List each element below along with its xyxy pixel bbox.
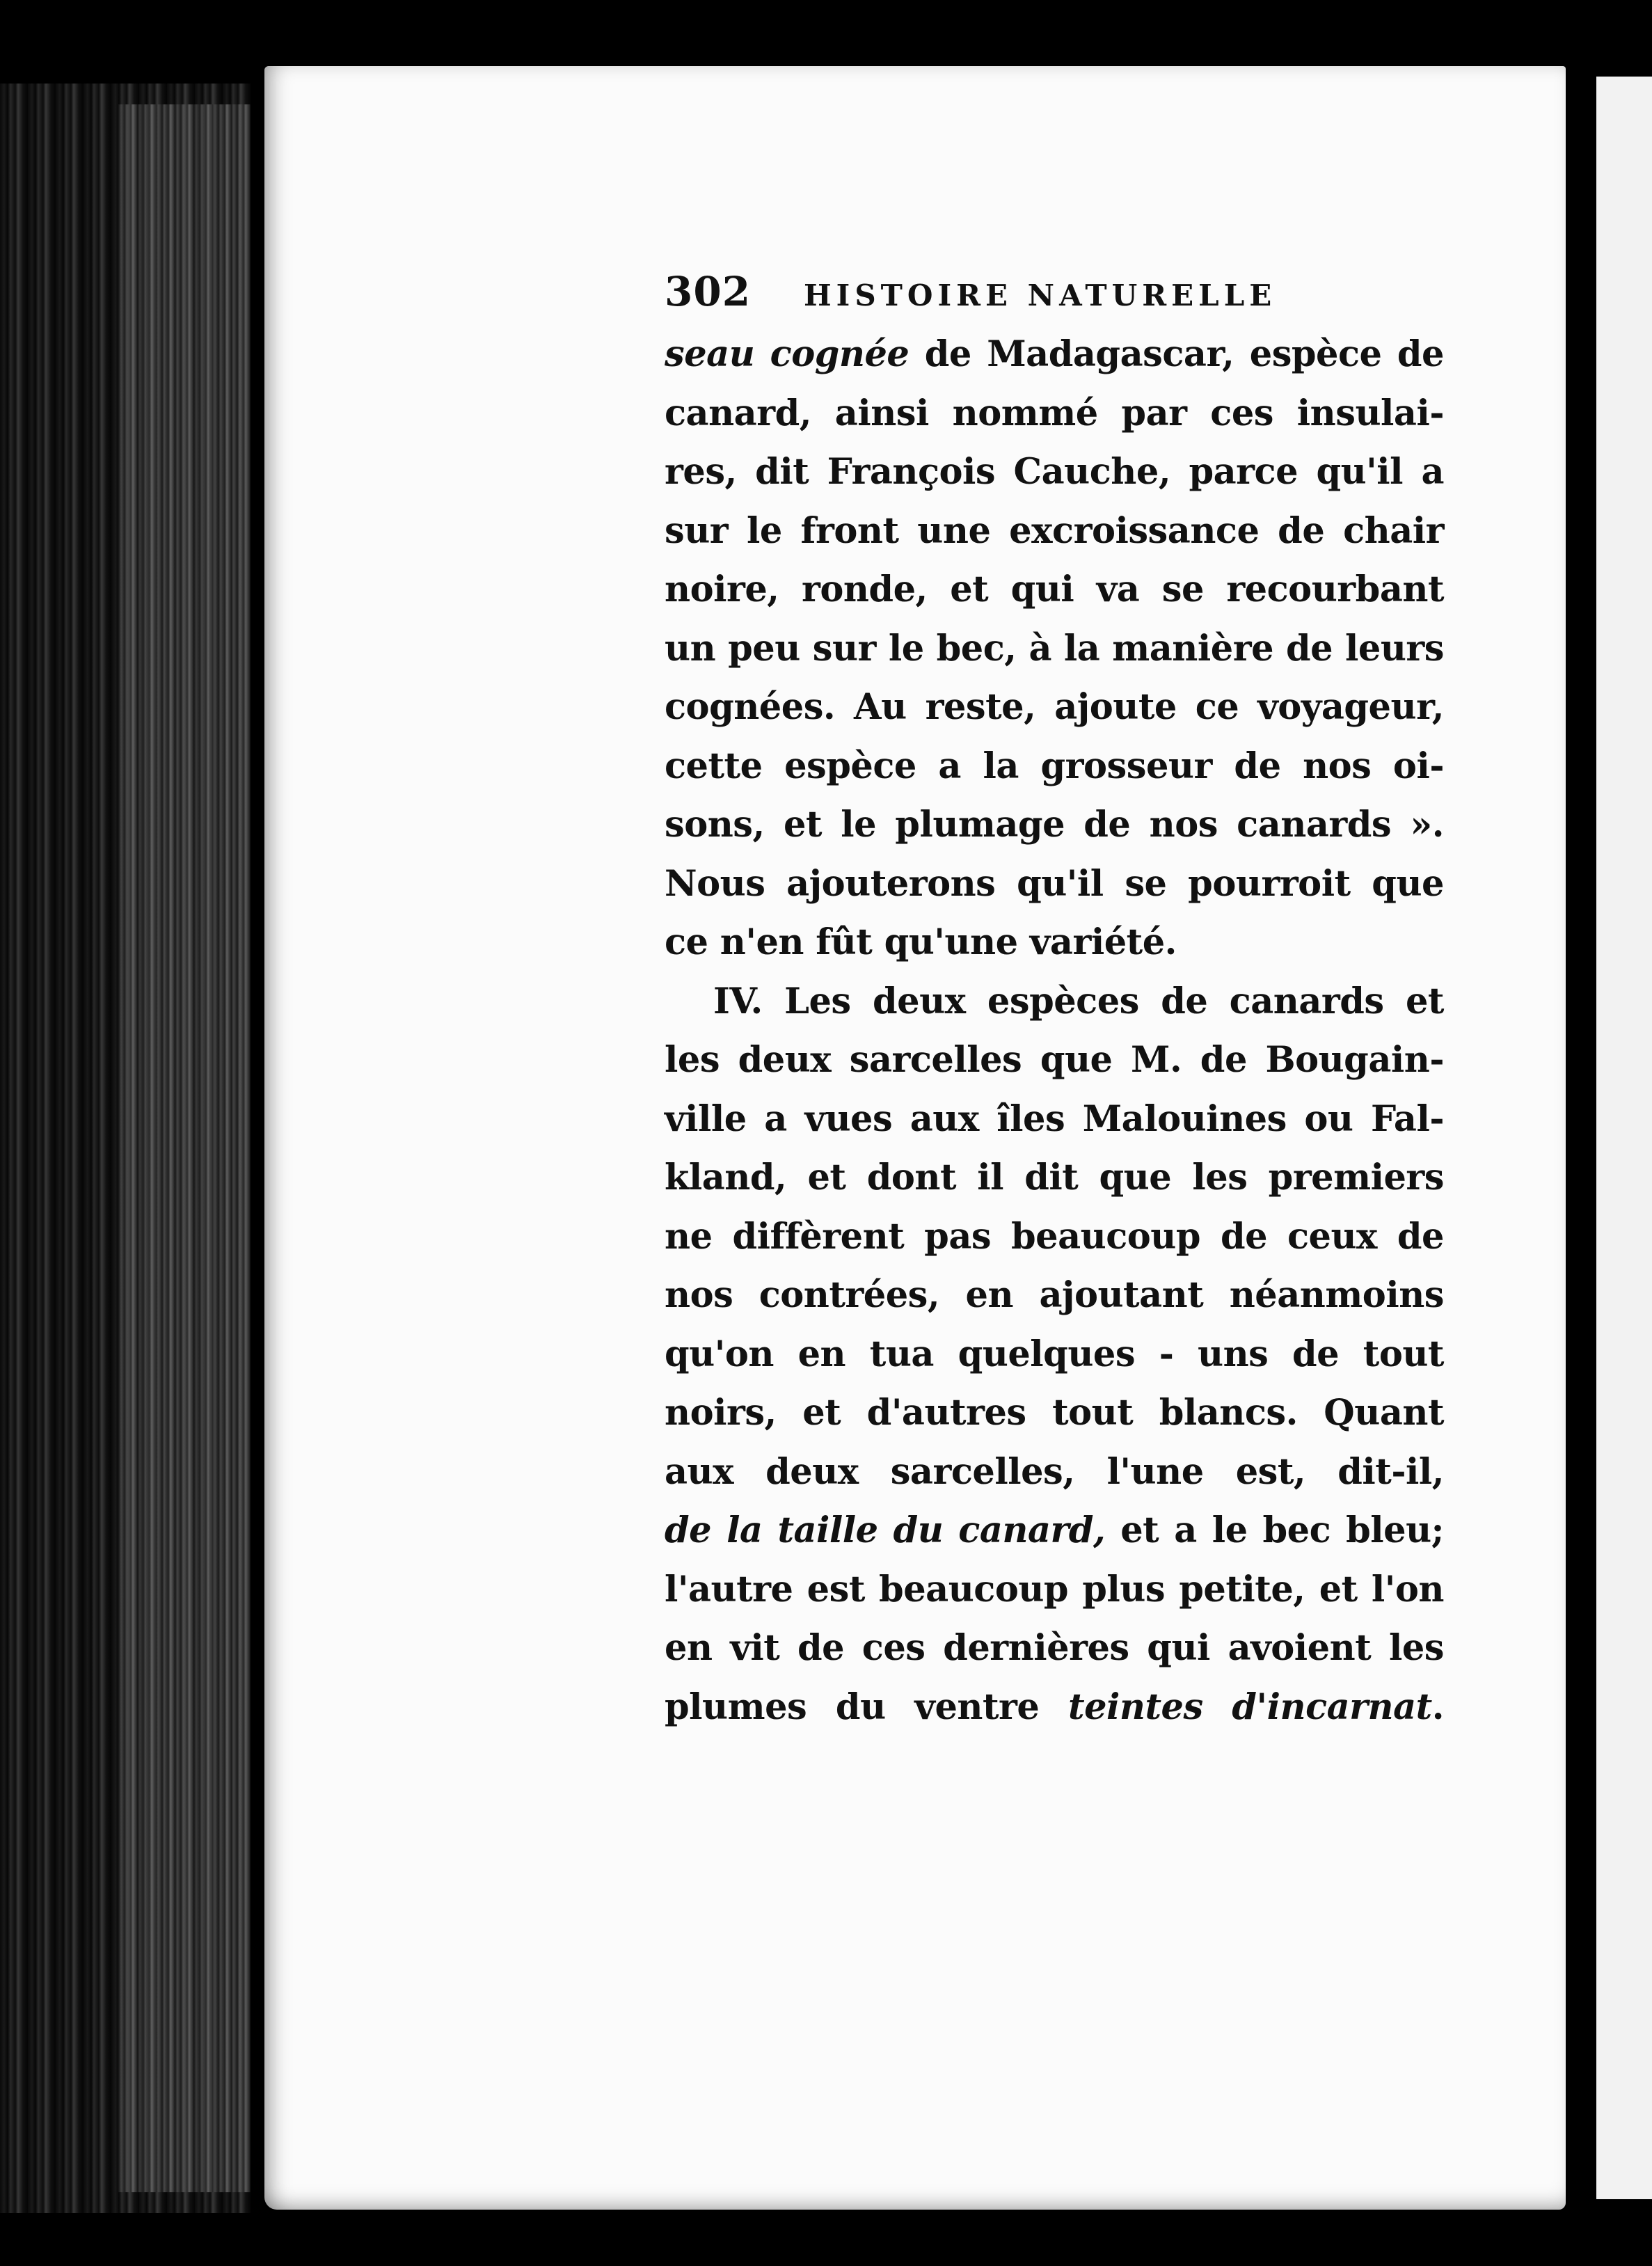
- text-line: [665, 1678, 1444, 1737]
- text-segment: sons, et le plumage de nos canards ».: [665, 804, 1444, 846]
- text-line: [665, 1031, 1444, 1090]
- book-spine-highlight: [118, 104, 251, 2192]
- text-segment: en vit de ces dernières qui avoient les: [665, 1627, 1444, 1669]
- text-line: [665, 855, 1444, 914]
- text-line: [665, 1560, 1444, 1619]
- text-segment: l'autre est beaucoup plus petite, et l'on: [665, 1568, 1444, 1610]
- text-line: [665, 1266, 1444, 1325]
- text-segment: et a le bec bleu;: [1105, 1510, 1444, 1551]
- text-segment: .: [1431, 1686, 1445, 1728]
- text-line: [665, 972, 1444, 1031]
- text-segment: kland, et dont il dit que les premiers: [665, 1157, 1444, 1198]
- running-head: HISTOIRE NATURELLE: [804, 278, 1277, 312]
- text-line: [665, 1384, 1444, 1443]
- text-segment: noire, ronde, et qui va se recourbant: [665, 569, 1444, 610]
- page-header: [665, 268, 1444, 324]
- text-line: [665, 737, 1444, 796]
- text-segment: les deux sarcelles que M. de Bougain-: [665, 1039, 1444, 1081]
- text-line: [665, 1501, 1444, 1560]
- text-segment: Nous ajouterons qu'il se pourroit que: [665, 862, 1444, 905]
- text-segment: ce n'en fût qu'une variété.: [665, 921, 1177, 963]
- page-number: 302: [665, 268, 752, 315]
- text-line: [665, 619, 1444, 679]
- text-line: [665, 384, 1444, 443]
- text-line: [665, 502, 1444, 561]
- text-segment: de Madagascar, espèce de: [909, 333, 1444, 375]
- italic-text-segment: seau cognée: [665, 333, 910, 375]
- text-line: [665, 1207, 1444, 1267]
- text-segment: qu'on en tua quelques - uns de tout: [665, 1333, 1444, 1375]
- text-segment: sur le front une excroissance de chair: [665, 509, 1444, 552]
- text-segment: IV. Les deux espèces de canards et: [713, 980, 1444, 1022]
- italic-text-segment: teintes d'incarnat: [1068, 1686, 1432, 1728]
- text-segment: plumes du ventre: [665, 1686, 1069, 1728]
- text-segment: cette espèce a la grosseur de nos oi-: [665, 745, 1444, 787]
- italic-text-segment: de la taille du canard,: [665, 1510, 1106, 1551]
- text-line: [665, 560, 1444, 619]
- text-block: [665, 268, 1444, 1736]
- text-line: [665, 1619, 1444, 1678]
- text-line: [665, 1325, 1444, 1384]
- text-segment: noirs, et d'autres tout blancs. Quant: [665, 1392, 1444, 1434]
- text-line: [665, 1148, 1444, 1207]
- body-text: [665, 325, 1444, 1736]
- adjacent-page-edge: [1592, 77, 1652, 2199]
- text-line: [665, 1090, 1444, 1149]
- text-segment: ne diffèrent pas beaucoup de ceux de: [665, 1215, 1444, 1258]
- text-segment: un peu sur le bec, à la manière de leurs: [665, 627, 1444, 670]
- text-segment: nos contrées, en ajoutant néanmoins: [665, 1274, 1444, 1316]
- text-line: [665, 913, 1444, 972]
- text-segment: aux deux sarcelles, l'une est, dit-il,: [665, 1450, 1444, 1493]
- text-segment: cognées. Au reste, ajoute ce voyageur,: [665, 686, 1444, 728]
- text-segment: ville a vues aux îles Malouines ou Fal-: [665, 1098, 1444, 1140]
- text-line: [665, 443, 1444, 502]
- text-line: [665, 678, 1444, 737]
- text-line: [665, 325, 1444, 384]
- text-segment: res, dit François Cauche, parce qu'il a: [665, 451, 1444, 493]
- text-line: [665, 795, 1444, 855]
- text-segment: canard, ainsi nommé par ces insulai-: [665, 392, 1444, 434]
- text-line: [665, 1443, 1444, 1502]
